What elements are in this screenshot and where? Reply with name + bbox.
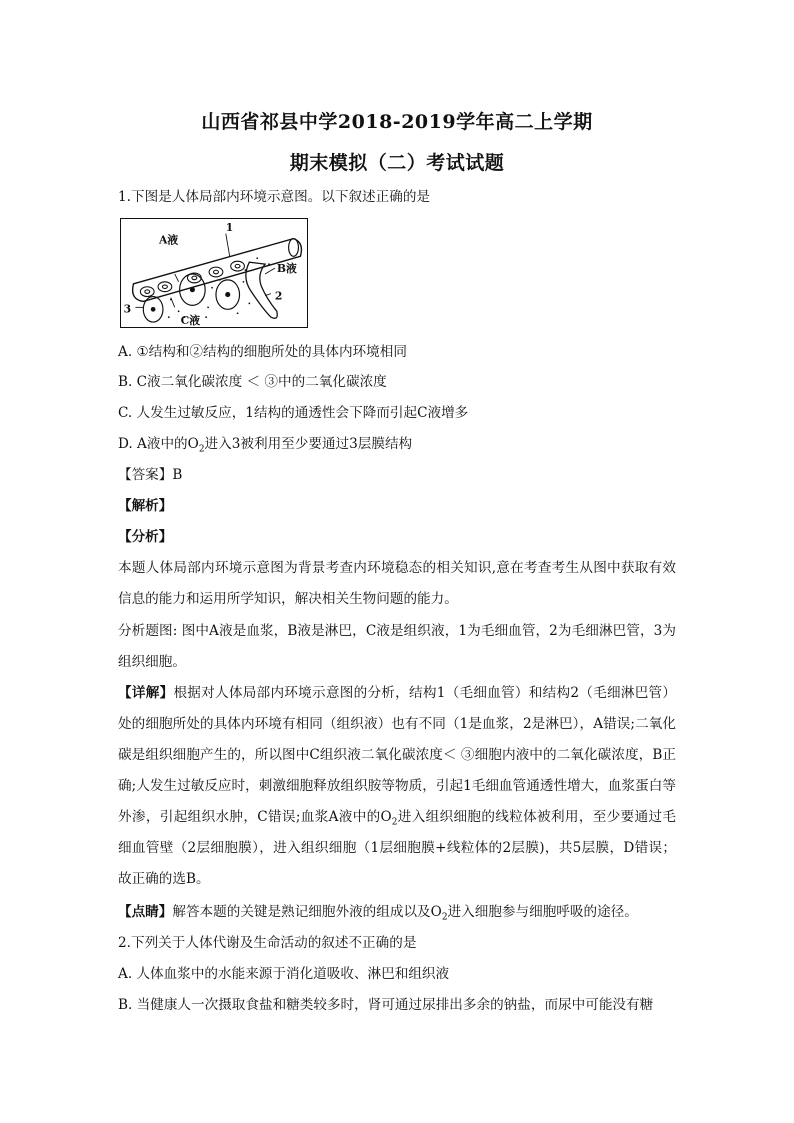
doc-title-line1: 山西省祁县中学2018-2019学年高二上学期 bbox=[201, 111, 593, 133]
q2-option-a: A. 人体血浆中的水能来源于消化道吸收、淋巴和组织液 bbox=[118, 966, 450, 982]
interstitial-dots bbox=[168, 257, 270, 318]
figure-label-2: 2 bbox=[274, 289, 283, 303]
figure-label-c: C液 bbox=[180, 314, 201, 327]
capillary-end-shape bbox=[289, 239, 299, 257]
q1-xiangjie-paragraph bbox=[118, 678, 676, 895]
q1-option-c: C. 人发生过敏反应，1结构的通透性会下降而引起C液增多 bbox=[118, 405, 469, 421]
q1-jiexi-heading: 【解析】 bbox=[118, 498, 173, 514]
q1-xiangjie-post: 进入组织细胞的线粒体被利用，至少要通过毛细血管壁（2层细胞膜），进入组织细胞（1层细胞膜+线粒体的2层膜)，共5层膜，D错误；故正确的选B。 bbox=[118, 809, 676, 887]
q1-xiangjie-label: 【详解】 bbox=[118, 685, 174, 701]
figure-label-3: 3 bbox=[123, 302, 132, 316]
q1-xiangjie-sub: 2 bbox=[391, 817, 398, 828]
tissue-diagram-svg bbox=[121, 219, 307, 327]
q1-option-d-sub: 2 bbox=[198, 444, 205, 455]
figure-label-1: 1 bbox=[225, 220, 234, 234]
q1-fenxi-heading: 【分析】 bbox=[118, 529, 173, 545]
q1-option-b: B. C液二氧化碳浓度 ＜ ③中的二氧化碳浓度 bbox=[118, 374, 387, 390]
q1-dianjing-post: 进入细胞参与细胞呼吸的途径。 bbox=[447, 904, 638, 920]
q1-fenxi-paragraph1: 本题人体局部内环境示意图为背景考查内环境稳态的相关知识,意在考查考生从图中获取有效信息的能力和运用所学知识，解决相关生物问题的能力。 bbox=[118, 560, 676, 607]
q1-dianjing bbox=[118, 902, 678, 922]
q1-figure-tissue-diagram bbox=[120, 218, 308, 328]
q1-option-d-post: 进入3被利用至少要通过3层膜结构 bbox=[204, 436, 413, 452]
doc-title-line2: 期末模拟（二）考试试题 bbox=[289, 152, 505, 174]
q1-fenxi-paragraph2: 分析题图: 图中A液是血浆，B液是淋巴，C液是组织液，1为毛细血管，2为毛细淋巴管，3为组织细胞。 bbox=[118, 623, 676, 670]
q1-xiangjie-pre: 根据对人体局部内环境示意图的分析，结构1（毛细血管）和结构2（毛细淋巴管）处的细胞所处的具体内环境有相同（组织液）也有不同（1是血浆，2是淋巴），A错误;二氧化碳是组织细胞产生的，所以图中C组织液二氧化碳浓度＜ ③细胞内液中的二氧化碳浓度，B正确;人发生过敏反应时，刺激细胞释放组织胺等物质，引起1毛细血管通透性增大，血浆蛋白等外渗，引起组织水肿，C错误;血浆A液中的O bbox=[118, 685, 677, 825]
q1-option-a: A. ①结构和②结构的细胞所处的具体内环境相同 bbox=[118, 344, 407, 360]
q2-stem: 2.下列关于人体代谢及生命活动的叙述不正确的是 bbox=[118, 935, 417, 951]
figure-label-b: B液 bbox=[276, 262, 297, 276]
q1-dianjing-label: 【点睛】 bbox=[118, 904, 173, 920]
q2-option-b: B. 当健康人一次摄取食盐和糖类较多时，肾可通过尿排出多余的钠盐，而尿中可能没有糖 bbox=[118, 997, 654, 1013]
q1-answer: 【答案】B bbox=[118, 467, 183, 483]
q1-dianjing-pre: 解答本题的关键是熟记细胞外液的组成以及O bbox=[172, 904, 442, 920]
q1-option-d bbox=[118, 434, 678, 454]
q1-stem: 1.下图是人体局部内环境示意图。以下叙述正确的是 bbox=[118, 189, 431, 205]
q1-dianjing-sub: 2 bbox=[441, 912, 448, 923]
q1-option-d-pre: D. A液中的O bbox=[118, 436, 199, 452]
figure-label-a: A液 bbox=[159, 233, 179, 247]
